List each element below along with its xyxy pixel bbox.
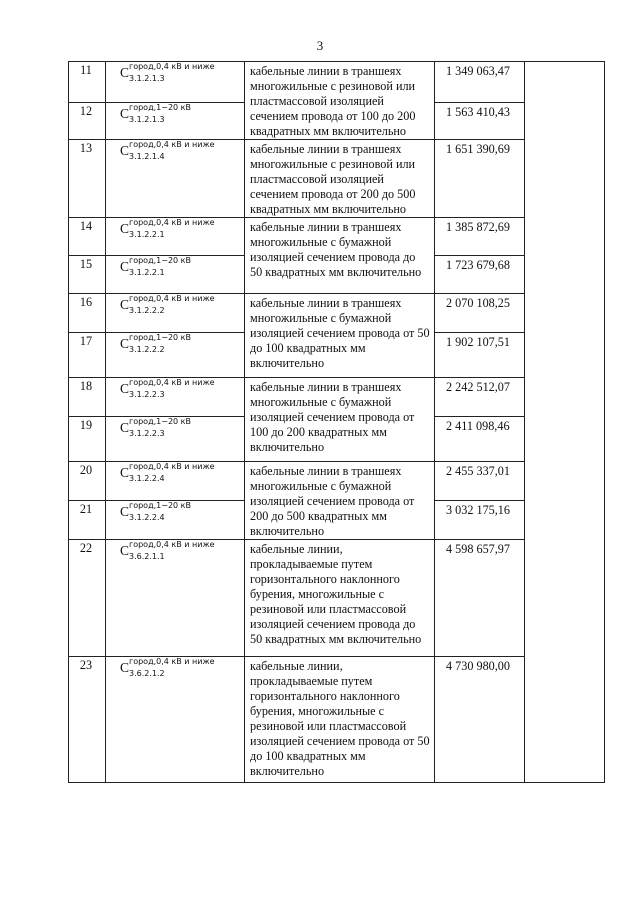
rate-code: C город,1−20 кВ 3.1.2.2.1 bbox=[106, 256, 245, 294]
row-number: 22 bbox=[69, 540, 106, 657]
price-cell: 3 032 175,16 bbox=[435, 501, 525, 540]
price-cell: 1 349 063,47 bbox=[435, 62, 525, 103]
rate-code: C город,0,4 кВ и ниже 3.1.2.2.1 bbox=[106, 218, 245, 256]
rate-code: C город,0,4 кВ и ниже 3.6.2.1.2 bbox=[106, 657, 245, 783]
rate-code: C город,0,4 кВ и ниже 3.1.2.2.3 bbox=[106, 378, 245, 417]
row-number: 15 bbox=[69, 256, 106, 294]
description-cell: кабельные линии в траншеях многожильные с резиновой или пластмассовой изоляцией сечением провода от 200 до 500 квадратных мм включительно bbox=[245, 140, 435, 218]
rate-code: C город,0,4 кВ и ниже 3.6.2.1.1 bbox=[106, 540, 245, 657]
table-row bbox=[69, 62, 605, 103]
description-cell: кабельные линии в траншеях многожильные с резиновой или пластмассовой изоляцией сечением провода от 100 до 200 квадратных мм включительно bbox=[245, 62, 435, 140]
price-cell: 1 723 679,68 bbox=[435, 256, 525, 294]
rate-code: C город,1−20 кВ 3.1.2.1.3 bbox=[106, 102, 245, 139]
rate-code: C город,0,4 кВ и ниже 3.1.2.1.4 bbox=[106, 140, 245, 218]
row-number: 16 bbox=[69, 294, 106, 333]
row-number: 13 bbox=[69, 140, 106, 218]
table-row bbox=[69, 294, 605, 333]
rate-code: C город,0,4 кВ и ниже 3.1.2.2.2 bbox=[106, 294, 245, 333]
description-cell: кабельные линии в траншеях многожильные с бумажной изоляцией сечением провода до 50 квадратных мм включительно bbox=[245, 218, 435, 294]
row-number: 17 bbox=[69, 333, 106, 378]
price-cell: 2 455 337,01 bbox=[435, 462, 525, 501]
row-number: 23 bbox=[69, 657, 106, 783]
table-row bbox=[69, 462, 605, 501]
price-cell: 4 598 657,97 bbox=[435, 540, 525, 657]
row-number: 20 bbox=[69, 462, 106, 501]
price-cell: 2 242 512,07 bbox=[435, 378, 525, 417]
table-row bbox=[69, 378, 605, 417]
price-cell: 1 651 390,69 bbox=[435, 140, 525, 218]
rate-code: C город,1−20 кВ 3.1.2.2.4 bbox=[106, 501, 245, 540]
row-number: 19 bbox=[69, 417, 106, 462]
description-cell: кабельные линии в траншеях многожильные с бумажной изоляцией сечением провода от 100 до 200 квадратных мм включительно bbox=[245, 378, 435, 462]
page-number: 3 bbox=[316, 38, 324, 53]
rate-code: C город,1−20 кВ 3.1.2.2.2 bbox=[106, 333, 245, 378]
description-cell: кабельные линии в траншеях многожильные с бумажной изоляцией сечением провода от 50 до 100 квадратных мм включительно bbox=[245, 294, 435, 378]
price-cell: 1 385 872,69 bbox=[435, 218, 525, 256]
description-cell: кабельные линии в траншеях многожильные с бумажной изоляцией сечением провода от 200 до 500 квадратных мм включительно bbox=[245, 462, 435, 540]
rate-code: C город,1−20 кВ 3.1.2.2.3 bbox=[106, 417, 245, 462]
row-number: 11 bbox=[69, 62, 106, 103]
table-row bbox=[69, 657, 605, 783]
price-cell: 1 902 107,51 bbox=[435, 333, 525, 378]
row-number: 21 bbox=[69, 501, 106, 540]
price-cell: 2 070 108,25 bbox=[435, 294, 525, 333]
price-cell: 1 563 410,43 bbox=[435, 102, 525, 139]
row-number: 18 bbox=[69, 378, 106, 417]
table-row bbox=[69, 140, 605, 218]
price-cell: 2 411 098,46 bbox=[435, 417, 525, 462]
description-cell: кабельные линии, прокладываемые путем горизонтального наклонного бурения, многожильные с резиновой или пластмассовой изоляцией сечением провода от 50 до 100 квадратных мм включительно bbox=[245, 657, 435, 783]
table-row bbox=[69, 540, 605, 657]
rate-code: C город,0,4 кВ и ниже 3.1.2.1.3 bbox=[106, 62, 245, 103]
table-row bbox=[69, 218, 605, 256]
price-cell: 4 730 980,00 bbox=[435, 657, 525, 783]
rate-code: C город,0,4 кВ и ниже 3.1.2.2.4 bbox=[106, 462, 245, 501]
row-number: 14 bbox=[69, 218, 106, 256]
tariff-table bbox=[68, 61, 605, 783]
description-cell: кабельные линии, прокладываемые путем горизонтального наклонного бурения, многожильные с резиновой или пластмассовой изоляцией сечением провода до 50 квадратных мм включительно bbox=[245, 540, 435, 657]
empty-column bbox=[525, 62, 605, 783]
row-number: 12 bbox=[69, 102, 106, 139]
